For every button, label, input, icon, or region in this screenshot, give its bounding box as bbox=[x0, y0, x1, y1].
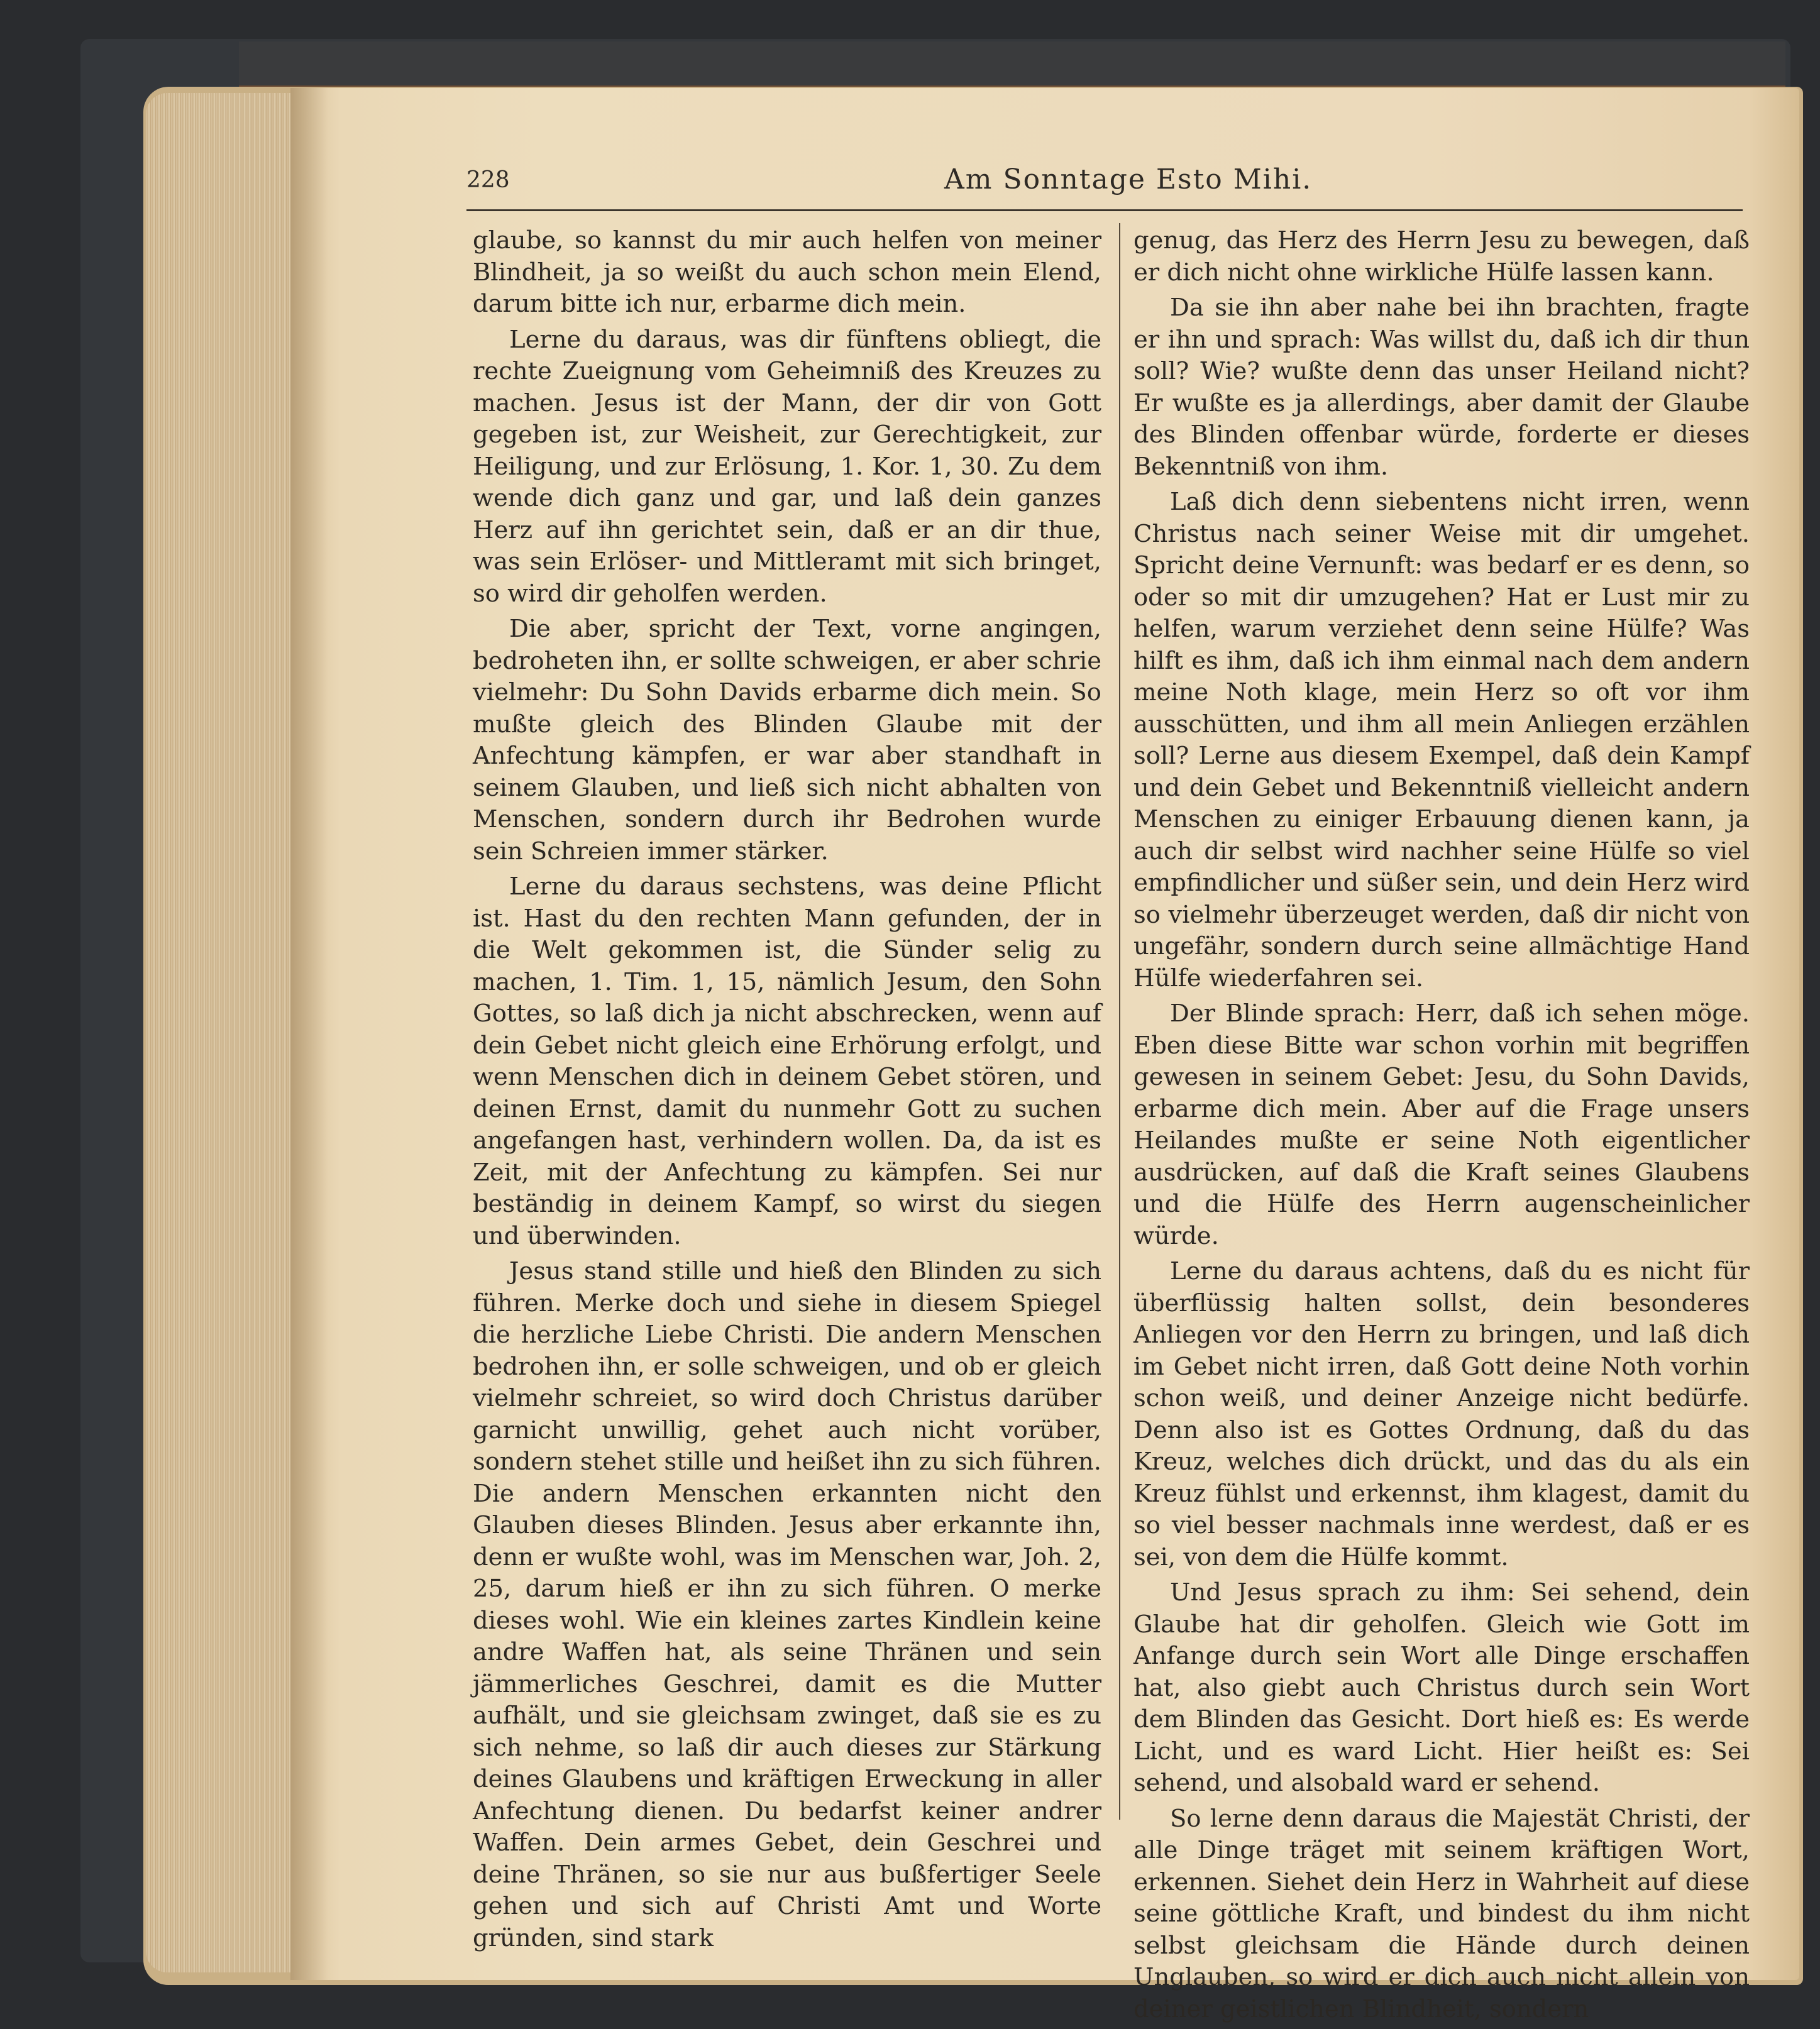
column-divider bbox=[1119, 223, 1120, 1820]
paragraph: genug, das Herz des Herrn Jesu zu bewegen, daß er dich nicht ohne wirkliche Hülfe lassen kann. bbox=[1133, 226, 1750, 287]
paragraph: glaube, so kannst du mir auch helfen von meiner Blindheit, ja so weißt du auch schon mein Elend, darum bitte ich nur, erbarme dich mein. bbox=[473, 226, 1101, 318]
paragraph: Da sie ihn aber nahe bei ihn brachten, fragte er ihn und sprach: Was willst du, daß ich dir thun soll? Wie? wußte denn das unser Heiland nicht? Er wußte es ja allerdings, aber damit der Glaube des Blinden offenbar würde, forderte er dieses Bekenntniß von ihm. bbox=[1133, 294, 1750, 481]
paragraph: Der Blinde sprach: Herr, daß ich sehen möge. Eben diese Bitte war schon vorhin mit begriffen gewesen in seinem Gebet: Jesu, du Sohn Davids, erbarme dich mein. Aber auf die Frage unsers Heilandes mußte er seine Noth eigentlicher ausdrücken, auf daß die Kraft seines Glaubens und die Hülfe des Herrn augenscheinlicher würde. bbox=[1133, 999, 1750, 1250]
header-title: Am Sonntage Esto Mihi. bbox=[944, 163, 1313, 195]
paragraph: Jesus stand stille und hieß den Blinden zu sich führen. Merke doch und siehe in diesem Spiegel die herzliche Liebe Christi. Die andern Menschen bedrohen ihn, er solle schweigen, und ob er gleich vielmehr schreiet, so wird doch Christus darüber garnicht unwillig, gehet auch nicht vorüber, sondern stehet stille und heißet ihn zu sich führen. Die andern Menschen erkannten nicht den Glauben dieses Blinden. Jesus aber erkannte ihn, denn er wußte wohl, was im Menschen war, Joh. 2, 25, darum hieß er ihn zu sich führen. O merke dieses wohl. Wie ein kleines zartes Kindlein keine andre Waffen hat, als seine Thränen und sein jämmerliches Geschrei, damit es die Mutter aufhält, und sie gleichsam zwinget, daß sie es zu sich nehme, so laß dir auch dieses zur Stärkung deines Glaubens und kräftigen Erweckung in aller Anfechtung dienen. Du bedarfst keiner andrer Waffen. Dein armes Gebet, dein Geschrei und deine Thränen, so sie nur aus bußfertiger Seele gehen und sich auf Christi Amt und Worte gründen, sind stark bbox=[473, 1257, 1101, 1952]
paragraph: Die aber, spricht der Text, vorne angingen, bedroheten ihn, er sollte schweigen, er aber schrie vielmehr: Du Sohn Davids erbarme dich mein. So mußte gleich des Blinden Glaube mit der Anfechtung kämpfen, er war aber standhaft in seinem Glauben, und ließ sich nicht abhalten von Menschen, sondern durch ihr Bedrohen wurde sein Schreien immer stärker. bbox=[473, 615, 1101, 866]
page-edges bbox=[146, 93, 290, 1972]
paragraph: Lerne du daraus sechstens, was deine Pflicht ist. Hast du den rechten Mann gefunden, der in die Welt gekommen ist, die Sünder selig zu machen, 1. Tim. 1, 15, nämlich Jesum, den Sohn Gottes, so laß dich ja nicht abschrecken, wenn auf dein Gebet nicht gleich eine Erhörung erfolgt, und wenn Menschen dich in deinem Gebet stören, und deinen Ernst, damit du nunmehr Gott zu suchen angefangen hast, verhindern wollen. Da, da ist es Zeit, mit der Anfechtung zu kämpfen. Sei nur beständig in deinem Kampf, so wirst du siegen und überwinden. bbox=[473, 872, 1101, 1250]
paragraph: Lerne du daraus, was dir fünftens obliegt, die rechte Zueignung vom Geheimniß des Kreuzes zu machen. Jesus ist der Mann, der dir von Gott gegeben ist, zur Weisheit, zur Gerechtigkeit, zur Heiligung, und zur Erlösung, 1. Kor. 1, 30. Zu dem wende dich ganz und gar, und laß dein ganzes Herz auf ihn gerichtet sein, daß er an dir thue, was sein Erlöser- und Mittleramt mit sich bringet, so wird dir geholfen werden. bbox=[473, 325, 1101, 608]
gutter-shadow bbox=[290, 88, 328, 1980]
paragraph: Lerne du daraus achtens, daß du es nicht für überflüssig halten sollst, dein besonderes Anliegen vor den Herrn zu bringen, und laß dich im Gebet nicht irren, daß Gott deine Noth vorhin schon weiß, und deiner Anzeige nicht bedürfe. Denn also ist es Gottes Ordnung, daß du das Kreuz, welches dich drückt, und das du als ein Kreuz fühlst und erkennst, ihm klagest, damit du so viel besser nachmals inne werdest, daß er es sei, von dem die Hülfe kommt. bbox=[1133, 1257, 1750, 1571]
paragraph: Und Jesus sprach zu ihm: Sei sehend, dein Glaube hat dir geholfen. Gleich wie Gott im Anfange durch sein Wort alle Dinge erschaffen hat, also giebt auch Christus durch sein Wort dem Blinden das Gesicht. Dort hieß es: Es werde Licht, und es ward Licht. Hier heißt es: Sei sehend, und alsobald ward er sehend. bbox=[1133, 1578, 1750, 1797]
header-rule bbox=[466, 209, 1743, 211]
paragraph: Laß dich denn siebentens nicht irren, wenn Christus nach seiner Weise mit dir umgehet. Spricht deine Vernunft: was bedarf er es denn, so oder so mit dir umzugehen? Hat er Lust mir zu helfen, warum verziehet denn seine Hülfe? Was hilft es ihm, daß ich ihm einmal nach dem andern meine Noth klage, mein Herz so oft vor ihm ausschütten, und ihm all mein Anliegen erzählen soll? Lerne aus diesem Exempel, daß dein Kampf und dein Gebet und Bekenntniß vielleicht andern Menschen zu einiger Erbauung dienen kann, ja auch dir selbst wird nachher seine Hülfe so viel empfindlicher und süßer sein, und dein Herz wird so vielmehr überzeuget werden, daß dir nicht von ungefähr, sondern durch seine allmächtige Hand Hülfe wiederfahren sei. bbox=[1133, 488, 1750, 993]
running-head bbox=[466, 158, 1736, 209]
right-column bbox=[1133, 225, 1750, 2029]
page-number: 228 bbox=[466, 167, 510, 193]
paragraph: So lerne denn daraus die Majestät Christi, der alle Dinge träget mit seinem kräftigen Wort, erkennen. Siehet dein Herz in Wahrheit auf diese seine göttliche Kraft, und bindest du ihm nicht selbst gleichsam die Hände durch deinen Unglauben, so wird er dich auch nicht allein von deiner geistlichen Blindheit, sondern bbox=[1133, 1804, 1750, 2023]
left-column bbox=[473, 225, 1101, 1958]
cover-top-edge bbox=[239, 41, 1785, 89]
